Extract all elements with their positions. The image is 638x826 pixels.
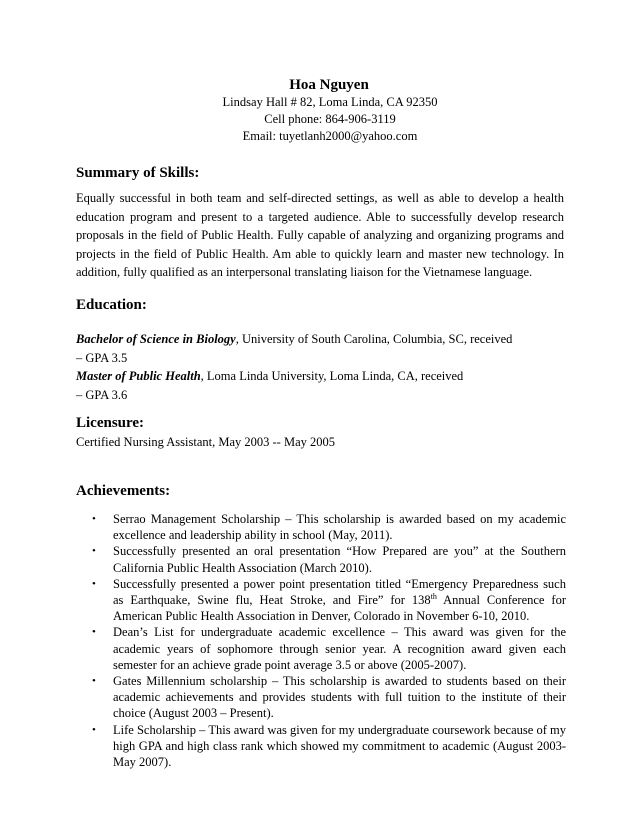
bullet-icon: • (92, 577, 96, 590)
gpa-line: – GPA 3.5 (76, 350, 128, 365)
school-name: , Loma Linda University, Loma Linda, CA, received (200, 369, 464, 383)
achievement-text (113, 577, 566, 623)
achievements-title: Achievements: (76, 483, 171, 499)
list-item (76, 543, 566, 575)
bullet-icon: • (92, 675, 96, 688)
licensure-title: Licensure: (76, 415, 145, 431)
education-entry-1 (76, 330, 564, 349)
bullet-icon: • (92, 723, 96, 736)
achievement-text-part: Successfully presented a power point presentation titled “Emergency Preparedness such as Earthquake, Swine flu, Heat Stroke, and Fire” for 138 (113, 576, 566, 608)
bullet-icon: • (92, 545, 96, 558)
summary-title: Summary of Skills: (76, 165, 200, 181)
education-list (76, 330, 564, 404)
ordinal-suffix: th (430, 591, 437, 601)
summary-text: Equally successful in both team and self-directed settings, as well as able to develop a health education program and present to a targeted audience. Able to successfully develop research proposals in the field of Public Health. Fully capable of analyzing and organizing programs and projects in the field of Public Health. Am able to quickly learn and master new technology. In addition, fully qualified as an interpersonal translating liaison for the Vietnamese language. (76, 191, 564, 279)
degree-name: Bachelor of Science in Biology (76, 332, 236, 346)
education-title: Education: (76, 297, 147, 313)
gpa-line: – GPA 3.6 (76, 387, 128, 402)
applicant-name: Hoa Nguyen (289, 77, 369, 93)
achievement-text: Gates Millennium scholarship – This scholarship is awarded to students based on their academic achievements and provides students with full tuition to the institute of their choice (August 2003 – Present). (113, 674, 566, 721)
achievement-text-part: Annual Conference for American Public Health Association in Denver, Colorado in November 6-10, 2010. (113, 593, 566, 624)
email-line: Email: tuyetlanh2000@yahoo.com (242, 129, 418, 143)
achievement-text: Life Scholarship – This award was given for my undergraduate coursework because of my high GPA and high class rank which showed my commitment to academic (August 2003-May 2007). (113, 722, 566, 770)
bullet-icon: • (92, 513, 96, 525)
education-entry-2 (76, 367, 564, 386)
address-line: Lindsay Hall # 82, Loma Linda, CA 92350 (222, 95, 438, 109)
licensure-text: Certified Nursing Assistant, May 2003 -- May 2005 (76, 435, 336, 449)
list-item (76, 511, 566, 543)
achievement-text: Dean’s List for undergraduate academic excellence – This award was given for the academic years of sophomore through senior year. A recognition award given each semester for an achieve grade point average 3.5 or above (2005-2007). (113, 625, 566, 672)
achievement-text: Serrao Management Scholarship – This scholarship is awarded based on my academic excellence and leadership ability in school (May, 2011). (113, 512, 566, 543)
bullet-icon: • (92, 626, 96, 639)
phone-line: Cell phone: 864-906-3119 (264, 112, 396, 126)
list-item (76, 673, 566, 722)
achievements-list (76, 511, 566, 770)
achievement-text: Successfully presented an oral presentation “How Prepared are you” at the Southern California Public Health Association (March 2010). (113, 544, 566, 575)
degree-name: Master of Public Health (76, 369, 201, 383)
school-name: , University of South Carolina, Columbia, SC, received (235, 332, 513, 346)
list-item (76, 624, 566, 673)
list-item (76, 576, 566, 625)
resume-header (0, 76, 638, 145)
list-item (76, 722, 566, 771)
